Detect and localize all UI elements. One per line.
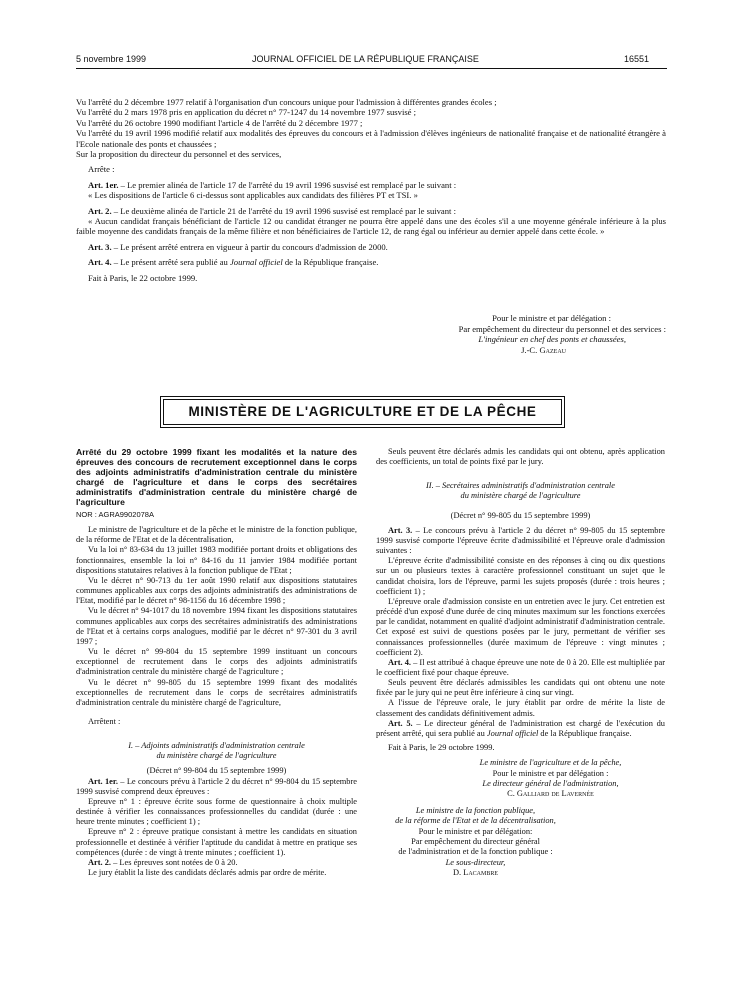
article-label: Art. 5. bbox=[388, 718, 413, 728]
jury-paragraph: Le jury établit la liste des candidats déclarés admis par ordre de mérite. bbox=[88, 868, 327, 877]
fait-line: Fait à Paris, le 29 octobre 1999. bbox=[388, 743, 495, 753]
article-3 bbox=[76, 242, 666, 252]
vu-paragraph: Vu le décret n° 90-713 du 1er août 1990 relatif aux dispositions statutaires communes applicables aux corps des adjoints administratifs des administrations de l'Etat, modifié par le décret n° 98-1156 du 16 décembre 1998 ; bbox=[76, 575, 357, 606]
signatory-name: J.-C. Gazeau bbox=[521, 344, 566, 355]
vu-paragraph: Vu l'arrêté du 19 avril 1996 modifié relatif aux modalités des épreuves du concours et à l'admission d'élèves ingénieurs de nationalité française et de nationalité étrangère à l'Ecole nationale des ponts et chaussées ; bbox=[76, 128, 666, 149]
article-label: Art. 1er. bbox=[88, 179, 119, 190]
arrete-heading: Arrête : bbox=[88, 164, 115, 175]
nor-reference: NOR : AGRA9902078A bbox=[76, 510, 154, 519]
article-text: – Le concours prévu à l'article 2 du décret n° 99-804 du 15 septembre 1999 susvisé comprend deux épreuves : bbox=[76, 776, 357, 796]
seuls-admissibles: Seuls peuvent être déclarés admissibles les candidats qui ont obtenu une note fixée par le jury qui ne peut être inférieure à cinq sur vingt. bbox=[376, 678, 665, 698]
article-text: – Le présent arrêté sera publié au bbox=[111, 257, 230, 268]
section-heading: I. – Adjoints administratifs d'administration centrale bbox=[128, 741, 305, 751]
issue-paragraph: A l'issue de l'épreuve orale, le jury établit par ordre de mérite la liste de classement des candidats définitivement admis. bbox=[376, 698, 665, 718]
preamble: Le ministre de l'agriculture et de la pêche et le ministre de la fonction publique, de la réforme de l'Etat et de la décentralisation, bbox=[76, 525, 357, 545]
article-text: – Il est attribué à chaque épreuve une note de 0 à 20. Elle est multipliée par le coefficient fixé pour chaque épreuve. bbox=[376, 657, 665, 677]
right-column bbox=[376, 447, 665, 879]
page-header bbox=[0, 54, 731, 68]
vu-paragraph: Vu le décret n° 99-804 du 15 septembre 1999 instituant un concours exceptionnel de recrutement dans le corps des adjoints administratifs d'administration centrale du ministère chargé de l'agriculture ; bbox=[76, 647, 357, 677]
signature-block bbox=[376, 758, 665, 800]
top-decree bbox=[76, 97, 666, 283]
article-text: – Le concours prévu à l'article 2 du décret n° 99-805 du 15 septembre 1999 susvisé comporte l'épreuve écrite d'admissibilité et l'épreuve orale d'admission suivantes : bbox=[376, 525, 665, 556]
header-page-number: 16551 bbox=[623, 54, 649, 64]
article-text: – Le présent arrêté entrera en vigueur à partir du concours d'admission de 2000. bbox=[111, 241, 388, 252]
epreuve-1: Epreuve n° 1 : épreuve écrite sous forme de questionnaire à choix multiple destinée à vérifier les connaissances professionnelles du candidat (durée : une heure trente minutes ; coefficient 1) ; bbox=[76, 796, 357, 827]
vu-paragraph: Vu l'arrêté du 2 mars 1978 pris en application du décret n° 77-1247 du 14 novembre 1977 susvisé ; bbox=[76, 107, 417, 118]
vu-paragraph: Vu l'arrêté du 2 décembre 1977 relatif à l'organisation d'un concours unique pour l'admission à différentes grandes écoles ; bbox=[76, 97, 497, 107]
article-label: Art. 2. bbox=[88, 205, 112, 216]
article-text: – Le premier alinéa de l'article 17 de l'arrêté du 19 avril 1996 susvisé est remplacé par le suivant : bbox=[118, 179, 457, 190]
article-1 bbox=[76, 777, 357, 797]
vu-paragraph: Vu le décret n° 99-805 du 15 septembre 1999 fixant des modalités exceptionnelles de recrutement dans le corps de secrétaires administratifs d'administration centrale du ministère chargé de l'agriculture, bbox=[76, 677, 357, 707]
fait-line: Fait à Paris, le 22 octobre 1999. bbox=[88, 272, 198, 283]
article-text: – Les épreuves sont notées de 0 à 20. bbox=[111, 857, 238, 867]
top-signature bbox=[300, 313, 666, 355]
signatory-name: C. Galliard de Lavernée bbox=[507, 789, 594, 799]
arretent-heading: Arrêtent : bbox=[88, 716, 121, 726]
article-text: de la République française. bbox=[282, 257, 379, 268]
signature-line: Pour le ministre et par délégation: bbox=[418, 826, 533, 836]
article-label: Art. 3. bbox=[88, 241, 112, 252]
article-text: de la République française. bbox=[538, 728, 632, 738]
article-2 bbox=[76, 206, 666, 216]
article-label: Art. 4. bbox=[88, 257, 112, 268]
article-1 bbox=[76, 180, 666, 190]
decree-reference: (Décret n° 99-805 du 15 septembre 1999) bbox=[450, 510, 591, 520]
epreuve-2: Epreuve n° 2 : épreuve pratique consistant à mettre les candidats en situation professionnelle et destinée à vérifier l'aptitude du candidat à mettre en pratique ses compétences (durée : de vingt à trente minutes ; coefficient 1). bbox=[76, 827, 357, 857]
article-5 bbox=[376, 719, 665, 739]
section-heading: II. – Secrétaires administratifs d'administration centrale bbox=[426, 481, 615, 491]
article-3 bbox=[376, 526, 665, 556]
signatory-name: D. Lacambre bbox=[452, 868, 499, 878]
epreuve-orale: L'épreuve orale d'admission consiste en un entretien avec le jury. Cet entretien est précédé d'un exposé d'une durée de cinq minutes maximum sur les fonctions exercées par le candidat, notamment en qualité d'adjoint administratif d'administration centrale. Cet exposé est suivi de questions posées par le jury, permettant de vérifier ses connaissances professionnelles (durée maximum de l'épreuve : vingt minutes ; coefficient 2). bbox=[376, 596, 665, 657]
vu-paragraph: Vu l'arrêté du 26 octobre 1990 modifiant l'article 4 de l'arrêté du 2 décembre 1977 ; bbox=[76, 117, 363, 128]
signature-title: de la réforme de l'Etat et de la décentralisation, bbox=[395, 816, 556, 826]
seuls-paragraph: Seuls peuvent être déclarés admis les candidats qui ont obtenu, après application des coefficients, un total de points fixé par le jury. bbox=[376, 447, 665, 467]
article-4 bbox=[376, 658, 665, 678]
journal-officiel-ref: Journal officiel bbox=[229, 257, 283, 268]
signature-title: Le directeur général de l'administration, bbox=[482, 779, 619, 789]
article-label: Art. 4. bbox=[388, 657, 412, 667]
signature-line: de l'administration et de la fonction publique : bbox=[398, 847, 553, 857]
article-4 bbox=[76, 257, 666, 267]
signature-line: Par empêchement du directeur général bbox=[411, 837, 540, 847]
signature-title: L'ingénieur en chef des ponts et chaussées, bbox=[478, 334, 626, 345]
article-2 bbox=[76, 858, 357, 868]
proposition-line: Sur la proposition du directeur du personnel et des services, bbox=[76, 149, 282, 160]
signature-title: Le ministre de la fonction publique, bbox=[415, 805, 536, 815]
header-title: JOURNAL OFFICIEL DE LA RÉPUBLIQUE FRANÇAISE bbox=[252, 54, 479, 64]
signature-block bbox=[376, 806, 665, 879]
header-rule bbox=[76, 68, 667, 69]
article-text: – Le directeur général de l'administration est chargé de l'exécution du présent arrêté, qui sera publié au bbox=[376, 718, 665, 738]
ministry-banner: MINISTÈRE DE L'AGRICULTURE ET DE LA PÊCHE bbox=[163, 399, 562, 425]
section-heading: du ministère chargé de l'agriculture bbox=[156, 751, 277, 761]
article-1-quote: « Les dispositions de l'article 6 ci-dessus sont applicables aux candidats des filières PT et TSI. » bbox=[88, 190, 418, 201]
section-heading: du ministère chargé de l'agriculture bbox=[460, 491, 581, 501]
article-label: Art. 1er. bbox=[88, 776, 118, 786]
signature-line: Pour le ministre et par délégation : bbox=[492, 768, 609, 778]
article-label: Art. 2. bbox=[88, 857, 112, 867]
signature-title: Le sous-directeur, bbox=[445, 857, 506, 867]
article-text: – Le deuxième alinéa de l'article 21 de l'arrêté du 19 avril 1996 susvisé est remplacé par le suivant : bbox=[111, 205, 456, 216]
epreuve-ecrite: L'épreuve écrite d'admissibilité consiste en des réponses à cinq ou dix questions sur un ou plusieurs textes à caractère professionnel constituant un sujet que le candidat choisira, lors de l'épreuve, parmi les sujets proposés (durée : trois heures ; coefficient 1) ; bbox=[376, 556, 665, 596]
vu-paragraph: Vu la loi n° 83-634 du 13 juillet 1983 modifiée portant droits et obligations des fonctionnaires, ensemble la loi n° 84-16 du 11 janvier 1984 modifiée portant dispositions statutaires relatives à la fonction publique de l'Etat ; bbox=[76, 545, 357, 575]
left-column bbox=[76, 447, 357, 878]
article-2-quote: « Aucun candidat français bénéficiant de l'article 12 ou candidat étranger ne pourra être appelé dans une des écoles s'il a une moyenne générale inférieure à la plus faible moyenne des candidats français de la même filière et non bénéficiaires de l'article 12, de rang égal ou inférieur au dernier appelé dans cette école. » bbox=[76, 216, 666, 237]
arrete-title: Arrêté du 29 octobre 1999 fixant les modalités et la nature des épreuves des concours de recrutement exceptionnel dans le corps des adjoints administratifs d'administration centrale du ministère chargé de l'agriculture et dans le corps des secrétaires administratifs d'administration centrale du ministère chargé de l'agriculture bbox=[76, 447, 357, 507]
header-date: 5 novembre 1999 bbox=[76, 54, 147, 64]
vu-paragraph: Vu le décret n° 94-1017 du 18 novembre 1994 fixant les dispositions statutaires communes applicables aux corps des secrétaires administratifs des administrations de l'Etat et à certains corps analogues, modifié par le décret n° 97-301 du 3 avril 1997 ; bbox=[76, 606, 357, 646]
article-label: Art. 3. bbox=[388, 525, 413, 535]
signature-line: Par empêchement du directeur du personnel et des services : bbox=[458, 323, 666, 334]
decree-reference: (Décret n° 99-804 du 15 septembre 1999) bbox=[146, 766, 287, 776]
signature-title: Le ministre de l'agriculture et de la pêche, bbox=[479, 758, 622, 768]
journal-officiel-ref: Journal officiel bbox=[486, 728, 539, 738]
signature-line: Pour le ministre et par délégation : bbox=[492, 313, 611, 323]
